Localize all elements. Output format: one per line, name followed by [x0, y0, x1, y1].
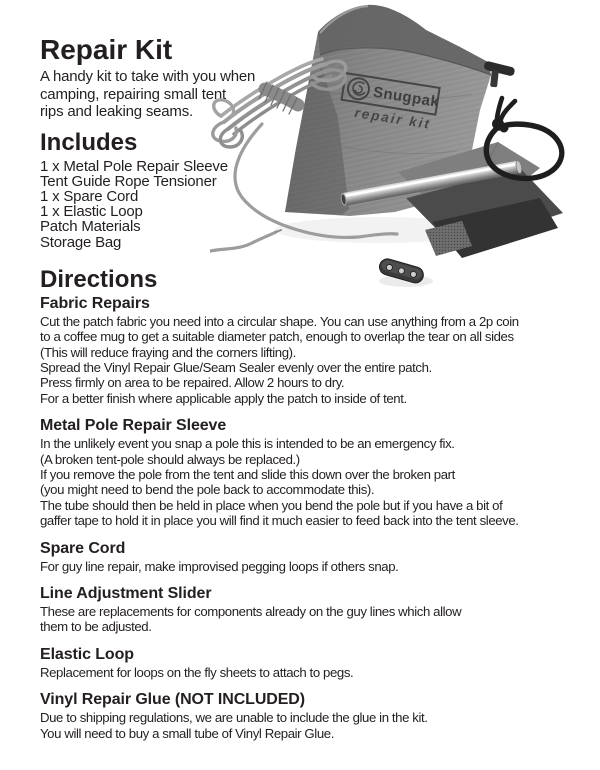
direction-line: Press firmly on area to be repaired. Allow 2 hours to dry.	[40, 375, 345, 391]
direction-line: to a coffee mug to get a suitable diameter patch, enough to overlap the tear on all sides	[40, 329, 514, 345]
section-heading: Spare Cord	[40, 539, 126, 557]
direction-line: If you remove the pole from the tent and slide this down over the broken part	[40, 466, 455, 482]
direction-line: These are replacements for components already on the guy lines which allow	[40, 604, 462, 619]
includes-item: Tent Guide Rope Tensioner	[40, 172, 217, 190]
section-heading: Metal Pole Repair Sleeve	[40, 417, 227, 435]
direction-line: Spread the Vinyl Repair Glue/Seam Sealer evenly over the entire patch.	[40, 359, 432, 375]
section-elastic-loop	[40, 647, 560, 680]
includes-item: Storage Bag	[40, 233, 122, 251]
section-heading: Fabric Repairs	[40, 294, 150, 312]
direction-line: Cut the patch fabric you need into a circular shape. You can use anything from a 2p coin	[40, 313, 519, 329]
direction-line: (A broken tent-pole should always be replaced.)	[40, 451, 300, 467]
directions-heading: Directions	[40, 265, 158, 293]
section-vinyl-repair-glue	[40, 692, 560, 741]
bag-brand-text: Snugpak	[371, 83, 441, 111]
direction-line: gaffer tape to hold it in place you will find it much easier to feed back into the tent sleeve.	[40, 513, 519, 529]
section-heading: Vinyl Repair Glue (NOT INCLUDED)	[40, 691, 305, 709]
includes-item: 1 x Elastic Loop	[40, 203, 143, 221]
includes-heading: Includes	[40, 128, 138, 156]
direction-line: (This will reduce fraying and the corners lifting).	[40, 344, 296, 360]
intro-line: camping, repairing small tent	[40, 85, 226, 103]
direction-line: them to be adjusted.	[40, 619, 152, 635]
product-photo	[210, 0, 600, 300]
direction-line: (you might need to bend the pole back to accommodate this).	[40, 482, 375, 498]
section-heading: Line Adjustment Slider	[40, 585, 212, 602]
direction-line: In the unlikely event you snap a pole this is intended to be an emergency fix.	[40, 436, 455, 452]
section-heading: Elastic Loop	[40, 645, 134, 663]
includes-item: 1 x Spare Cord	[40, 187, 139, 205]
intro-line: A handy kit to take with you when	[40, 68, 256, 85]
section-fabric-repairs	[40, 296, 560, 406]
direction-line: For guy line repair, make improvised pegging loops if others snap.	[40, 558, 399, 574]
page-title: Repair Kit	[40, 34, 173, 65]
direction-line: Replacement for loops on the fly sheets to attach to pegs.	[40, 664, 354, 680]
section-line-adjustment-slider	[40, 586, 560, 635]
direction-line: You will need to buy a small tube of Vinyl Repair Glue.	[40, 725, 334, 741]
includes-item: Patch Materials	[40, 218, 141, 236]
cord-stub	[210, 232, 276, 251]
direction-line: For a better finish where applicable apply the patch to inside of tent.	[40, 390, 407, 406]
directions-sections	[40, 296, 560, 741]
direction-line: Due to shipping regulations, we are unable to include the glue in the kit.	[40, 710, 428, 726]
section-spare-cord	[40, 541, 560, 574]
includes-item: 1 x Metal Pole Repair Sleeve	[40, 157, 228, 175]
intro-line: rips and leaking seams.	[40, 103, 193, 120]
direction-line: The tube should then be held in place when you bend the pole but if you have a bit of	[40, 497, 503, 513]
bag-label-text: repair kit	[353, 105, 432, 132]
section-metal-pole-repair-sleeve	[40, 418, 560, 528]
